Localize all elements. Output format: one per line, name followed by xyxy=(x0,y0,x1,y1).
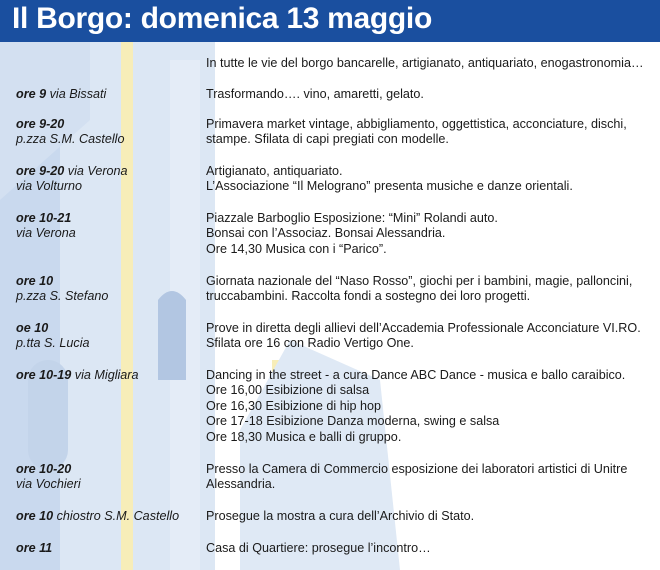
schedule-description-line: Piazzale Barboglio Esposizione: “Mini” Rolandi auto. xyxy=(206,211,498,225)
schedule-description xyxy=(206,211,656,257)
schedule-place: via Volturno xyxy=(16,179,83,194)
schedule-description-line: L’Associazione “Il Melograno” presenta musiche e danze orientali. xyxy=(206,179,573,194)
schedule-description-line: Presso la Camera di Commercio esposizione dei laboratori artistici di Unitre xyxy=(206,462,628,476)
schedule-description xyxy=(206,321,656,352)
schedule-time: ore 11 xyxy=(16,541,53,555)
schedule-place: via Vochieri xyxy=(16,477,81,492)
schedule-description xyxy=(206,541,656,556)
schedule-when xyxy=(16,368,202,383)
schedule-description-line: Ore 14,30 Musica con i “Parico”. xyxy=(206,241,387,256)
schedule-when xyxy=(16,509,202,524)
schedule-place: p.zza S. Stefano xyxy=(16,289,109,304)
schedule-description xyxy=(206,274,656,305)
schedule-when xyxy=(16,164,202,195)
schedule-description-line: Giornata nazionale del “Naso Rosso”, giochi per i bambini, magie, palloncini, xyxy=(206,274,633,288)
schedule-description-line: Ore 17-18 Esibizione Danza moderna, swing e salsa xyxy=(206,414,500,429)
schedule-description-line: truccabambini. Raccolta fondi a sostegno dei loro progetti. xyxy=(206,289,531,304)
schedule-description-line: Artigianato, antiquariato. xyxy=(206,164,343,178)
schedule-description xyxy=(206,87,656,102)
schedule-description-line: Ore 16,00 Esibizione di salsa xyxy=(206,383,370,398)
schedule-description-line: Sfilata ore 16 con Radio Vertigo One. xyxy=(206,336,414,351)
schedule-description-line: Prosegue la mostra a cura dell’Archivio di Stato. xyxy=(206,509,475,523)
schedule-place: via Verona xyxy=(16,226,76,241)
schedule-place: p.zza S.M. Castello xyxy=(16,132,125,147)
intro-text: In tutte le vie del borgo bancarelle, artigianato, antiquariato, enogastronomia… xyxy=(206,56,644,70)
schedule-when xyxy=(16,541,202,556)
schedule-when xyxy=(16,87,202,102)
schedule-time: ore 9 xyxy=(16,87,47,101)
schedule-place: p.tta S. Lucia xyxy=(16,336,90,351)
schedule-when xyxy=(16,462,202,493)
schedule-place: via Migliara xyxy=(71,368,139,382)
schedule-place: via Verona xyxy=(64,164,128,178)
schedule-description-line: stampe. Sfilata di capi pregiati con modelle. xyxy=(206,132,449,147)
schedule-when xyxy=(16,211,202,242)
schedule-description xyxy=(206,462,656,493)
schedule-description-line: Prove in diretta degli allievi dell’Accademia Professionale Acconciature VI.RO. xyxy=(206,321,641,335)
schedule-time: ore 10 xyxy=(16,274,54,288)
schedule-description-line: Dancing in the street - a cura Dance ABC Dance - musica e ballo caraibico. xyxy=(206,368,626,382)
schedule-time: ore 10-21 xyxy=(16,211,72,225)
schedule-description-line: Ore 16,30 Esibizione di hip hop xyxy=(206,398,382,413)
schedule-time: ore 10-19 xyxy=(16,368,72,382)
schedule-time: oe 10 xyxy=(16,321,49,335)
schedule-when xyxy=(16,321,202,352)
schedule-when xyxy=(16,117,202,148)
schedule-time: ore 10-20 xyxy=(16,462,72,476)
schedule-description xyxy=(206,368,656,445)
schedule-description-line: Trasformando…. vino, amaretti, gelato. xyxy=(206,87,424,101)
schedule-time: ore 10 xyxy=(16,509,54,523)
schedule-description-line: Alessandria. xyxy=(206,477,276,492)
schedule-when xyxy=(16,274,202,305)
schedule-place: via Bissati xyxy=(46,87,107,101)
schedule-description-line: Casa di Quartiere: prosegue l’incontro… xyxy=(206,541,431,555)
schedule-place: chiostro S.M. Castello xyxy=(53,509,180,523)
schedule-time: ore 9-20 xyxy=(16,117,65,131)
page-title: Il Borgo: domenica 13 maggio xyxy=(12,2,432,35)
schedule-description-line: Bonsai con l’Associaz. Bonsai Alessandria. xyxy=(206,226,446,241)
schedule-description xyxy=(206,164,656,195)
schedule-description-line: Primavera market vintage, abbigliamento, oggettistica, acconciature, dischi, xyxy=(206,117,627,131)
schedule-description-line: Ore 18,30 Musica e balli di gruppo. xyxy=(206,429,402,444)
schedule-description xyxy=(206,509,656,524)
schedule-description xyxy=(206,117,656,148)
schedule-time: ore 9-20 xyxy=(16,164,65,178)
